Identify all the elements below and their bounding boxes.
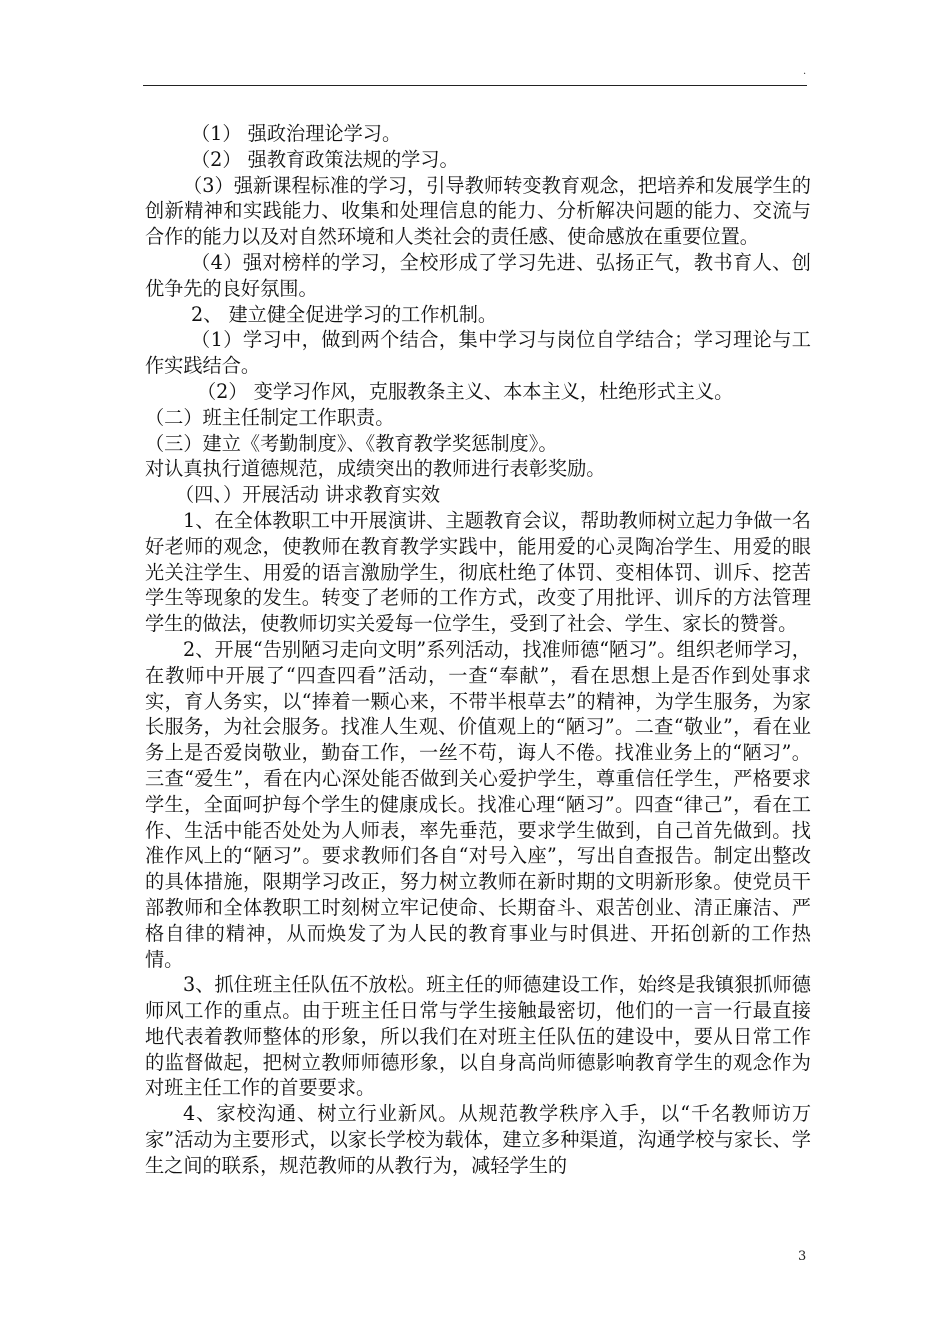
paragraph-two-combinations: （1）学习中，做到两个结合，集中学习与岗位自学结合；学习理论与工作实践结合。 (145, 328, 811, 378)
paragraph-activity-1: 1、在全体教职工中开展演讲、主题教育会议，帮助教师树立起力争做一名好老师的观念，使教师在教育教学实践中，能用爱的心灵陶冶学生、用爱的眼光关注学生、用爱的语言激励学生，彻底杜绝了体罚、变相体罚、训斥、挖苦学生等现象的发生。转变了老师的工作方式，改变了用批评、训斥的方法管理学生的做法，使教师切实关爱每一位学生，受到了社会、学生、家长的赞誉。 (145, 508, 811, 636)
paragraph-rules: （三）建立《考勤制度》、《教育教学奖惩制度》。 (145, 431, 558, 455)
paragraph-activity-3: 3、抓住班主任队伍不放松。班主任的师德建设工作，始终是我镇狠抓师德师风工作的重点。由于班主任日常与学生接触最密切，他们的一言一行最直接地代表着教师整体的形象，所以我们在对班主任队伍的建设中，要从日常工作的监督做起，把树立教师师德形象，以自身高尚师德影响教育学生的观念作为对班主任工作的首要要求。 (145, 973, 811, 1100)
paragraph-study-politics: （1） 强政治理论学习。 (191, 122, 402, 145)
paragraph-study-models: （4）强对榜样的学习，全校形成了学习先进、弘扬正气，教书育人、创优争先的良好氛围。 (145, 250, 811, 300)
paragraph-study-curriculum: （3）强新课程标准的学习，引导教师转变教育观念，把培养和发展学生的创新精神和实践能力、收集和处理信息的能力、分析解决问题的能力、交流与合作的能力以及对自然环境和人类社会的责任感、使命感放在重要位置。 (145, 173, 811, 249)
paragraph-class-teacher-duties: （二）班主任制定工作职责。 (145, 405, 395, 429)
paragraph-study-style: （2） 变学习作风，克服教条主义、本本主义，杜绝形式主义。 (197, 379, 734, 403)
paragraph-activity-2: 2、开展“告别陋习走向文明”系列活动，找准师德“陋习”。组织老师学习，在教师中开展了“四查四看”活动，一查“奉献”，看在思想上是否作到处事求实，育人务实，以“捧着一颗心来，不带半根草去”的精神，为学生服务，为家长服务，为社会服务。找准人生观、价值观上的“陋习”。二查“敬业”，看在业务上是否爱岗敬业，勤奋工作，一丝不苟，诲人不倦。找准业务上的“陋习”。三查“爱生”，看在内心深处能否做到关心爱护学生，尊重信任学生，严格要求学生，全面呵护每个学生的健康成长。找准心理“陋习”。四查“律己”，看在工作、生活中能否处处为人师表，率先垂范，要求学生做到，自己首先做到。找准作风上的“陋习”。要求教师们各自“对号入座”，写出自查报告。制定出整改的具体措施，限期学习改正，努力树立教师在新时期的文明新形象。使党员干部教师和全体教职工时刻树立牢记使命、长期奋斗、艰苦创业、清正廉洁、严格自律的精神，从而焕发了为人民的教育事业与时俱进、开拓创新的工作热情。 (145, 637, 811, 971)
header-rule (143, 85, 807, 86)
paragraph-activity-4: 4、家校沟通、树立行业新风。从规范教学秩序入手，以“千名教师访万家”活动为主要形式，以家长学校为载体，建立多种渠道，沟通学校与家长、学生之间的联系，规范教师的从教行为，减轻学生的 (145, 1102, 811, 1177)
paragraph-mechanism-heading: 2、 建立健全促进学习的工作机制。 (191, 302, 498, 326)
paragraph-activities-heading: （四、）开展活动 讲求教育实效 (175, 483, 441, 507)
page-number: 3 (798, 1249, 807, 1264)
paragraph-commendation: 对认真执行道德规范，成绩突出的教师进行表彰奖励。 (145, 457, 606, 481)
header-mark: . (803, 66, 807, 77)
document-body (145, 121, 811, 1179)
paragraph-study-policy: （2） 强教育政策法规的学习。 (191, 147, 459, 171)
